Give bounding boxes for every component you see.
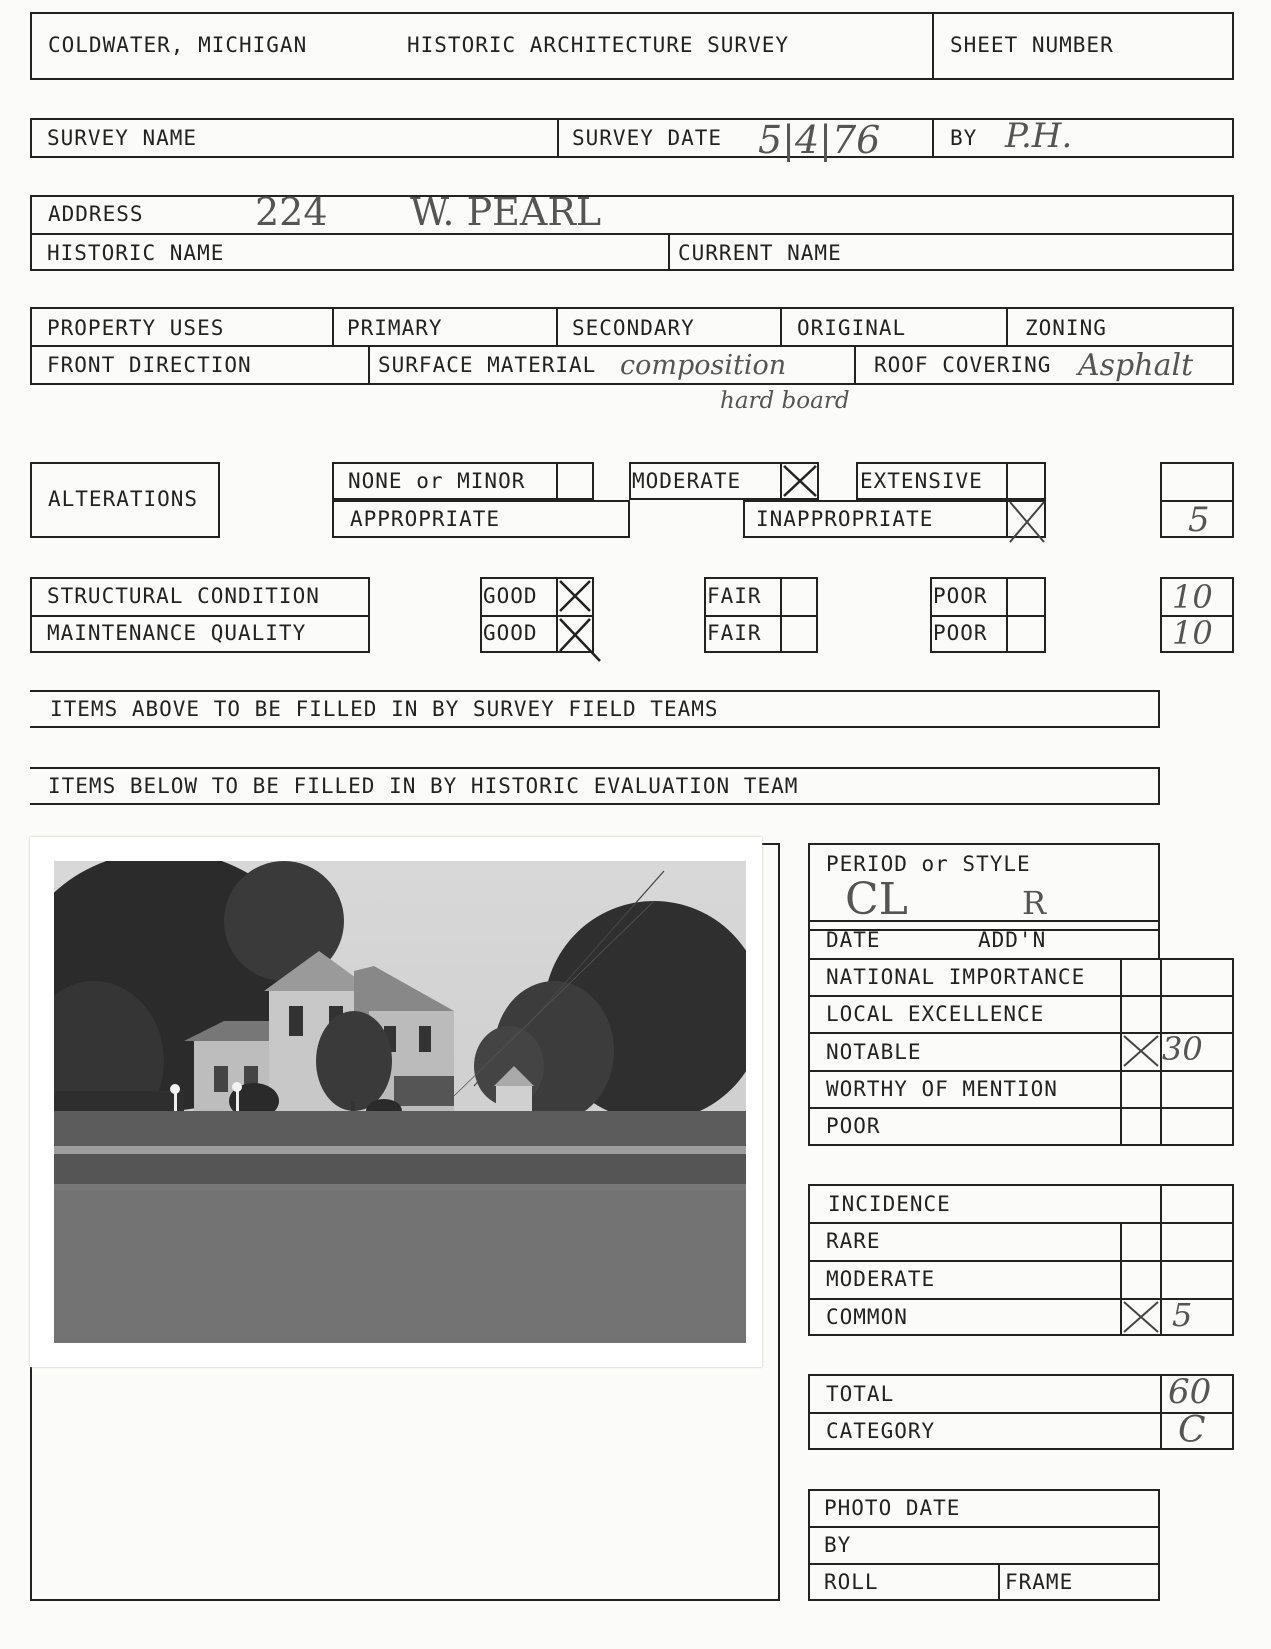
city-label: COLDWATER, MICHIGAN: [48, 33, 308, 57]
poor-div-v: [1006, 577, 1008, 653]
maintenance-label: MAINTENANCE QUALITY: [47, 621, 307, 645]
photo-image: [54, 861, 746, 1343]
rare-label: RARE: [826, 1229, 881, 1253]
address-street: W. PEARL: [410, 190, 602, 234]
fair-div-h: [704, 615, 818, 617]
importance-row-3: [808, 1070, 1234, 1072]
address-label: ADDRESS: [48, 202, 144, 226]
frame-label: FRAME: [1005, 1570, 1074, 1594]
good-maintenance-label: GOOD: [483, 621, 538, 645]
fair-div-v: [780, 577, 782, 653]
common-label: COMMON: [826, 1305, 908, 1329]
photo-date-label: PHOTO DATE: [824, 1496, 961, 1520]
incidence-label: INCIDENCE: [828, 1192, 951, 1216]
period-value-2: R: [1022, 884, 1047, 922]
category-value: C: [1178, 1410, 1206, 1451]
survey-name-label: SURVEY NAME: [47, 126, 198, 150]
inappropriate-label: INAPPROPRIATE: [756, 507, 934, 531]
front-direction-label: FRONT DIRECTION: [47, 353, 252, 377]
national-importance-label: NATIONAL IMPORTANCE: [826, 965, 1086, 989]
worthy-label: WORTHY OF MENTION: [826, 1077, 1058, 1101]
header-divider: [932, 12, 934, 80]
category-label: CATEGORY: [826, 1419, 936, 1443]
current-name-label: CURRENT NAME: [678, 241, 842, 265]
inappropriate-x-mark: [1008, 500, 1046, 544]
front-div-2: [854, 345, 856, 385]
total-value: 60: [1168, 1372, 1212, 1412]
total-label: TOTAL: [826, 1382, 895, 1406]
moderate-label: MODERATE: [632, 469, 742, 493]
common-score: 5: [1172, 1296, 1193, 1334]
alterations-score: 5: [1188, 500, 1210, 540]
period-value: CL: [845, 874, 908, 925]
property-uses-label: PROPERTY USES: [47, 316, 225, 340]
incidence-row-3: [808, 1298, 1234, 1300]
fair-maintenance-label: FAIR: [707, 621, 762, 645]
prop-div-1: [332, 307, 334, 347]
good-maintenance-x: [558, 617, 602, 663]
incidence-row-1: [808, 1222, 1234, 1224]
note-above: ITEMS ABOVE TO BE FILLED IN BY SURVEY FIELD TEAMS: [50, 697, 719, 721]
roll-frame-div: [998, 1563, 1000, 1601]
address-divider: [30, 233, 1234, 235]
totals-col-div: [1160, 1374, 1162, 1450]
importance-row-4: [808, 1107, 1234, 1109]
local-excellence-label: LOCAL EXCELLENCE: [826, 1002, 1045, 1026]
notable-score: 30: [1162, 1030, 1203, 1068]
date-label: DATE: [826, 928, 881, 952]
appropriate-label: APPROPRIATE: [350, 507, 501, 531]
survey-divider-1: [557, 118, 559, 158]
period-label: PERIOD or STYLE: [826, 852, 1031, 876]
addn-label: ADD'N: [978, 928, 1047, 952]
structural-score: 10: [1172, 578, 1213, 616]
primary-label: PRIMARY: [347, 316, 443, 340]
address-number: 224: [255, 190, 328, 234]
roll-label: ROLL: [824, 1570, 879, 1594]
extensive-label: EXTENSIVE: [860, 469, 983, 493]
extensive-check-div: [1006, 462, 1008, 500]
roof-covering-label: ROOF COVERING: [874, 353, 1052, 377]
secondary-label: SECONDARY: [572, 316, 695, 340]
good-structural-label: GOOD: [483, 584, 538, 608]
none-minor-label: NONE or MINOR: [348, 469, 526, 493]
importance-row-1: [808, 995, 1234, 997]
incidence-moderate-label: MODERATE: [826, 1267, 936, 1291]
none-minor-check-div: [556, 462, 558, 500]
prop-div-3: [780, 307, 782, 347]
structural-label: STRUCTURAL CONDITION: [47, 584, 320, 608]
surface-material-label: SURFACE MATERIAL: [378, 353, 597, 377]
historic-name-label: HISTORIC NAME: [47, 241, 225, 265]
prop-div-4: [1006, 307, 1008, 347]
sheet-number-label: SHEET NUMBER: [950, 33, 1114, 57]
prop-div-2: [556, 307, 558, 347]
by-label: BY: [950, 126, 978, 150]
surface-material-note: hard board: [720, 388, 850, 414]
name-divider: [668, 233, 670, 271]
notable-x-mark: [1122, 1034, 1160, 1068]
maintenance-score: 10: [1172, 614, 1213, 652]
front-div-1: [368, 345, 370, 385]
photo-info-row-1: [808, 1526, 1160, 1528]
notable-label: NOTABLE: [826, 1040, 922, 1064]
roof-covering-value: Asphalt: [1078, 348, 1194, 383]
survey-divider-2: [932, 118, 934, 158]
structural-div: [30, 615, 370, 617]
totals-row-div: [808, 1412, 1234, 1414]
fair-structural-label: FAIR: [707, 584, 762, 608]
poor-maintenance-label: POOR: [933, 621, 988, 645]
zoning-label: ZONING: [1025, 316, 1107, 340]
alterations-label: ALTERATIONS: [48, 487, 199, 511]
survey-title: HISTORIC ARCHITECTURE SURVEY: [407, 33, 790, 57]
poor-structural-label: POOR: [933, 584, 988, 608]
survey-date-label: SURVEY DATE: [572, 126, 723, 150]
good-structural-x: [558, 579, 592, 613]
survey-date-value: 5|4|76: [758, 118, 881, 162]
by-value: P.H.: [1005, 116, 1073, 156]
eval-poor-label: POOR: [826, 1114, 881, 1138]
original-label: ORIGINAL: [797, 316, 907, 340]
house-photograph: [30, 837, 762, 1367]
photo-by-label: BY: [824, 1533, 852, 1557]
incidence-row-2: [808, 1260, 1234, 1262]
common-x-mark: [1122, 1300, 1160, 1334]
photo-info-row-2: [808, 1563, 1160, 1565]
note-below: ITEMS BELOW TO BE FILLED IN BY HISTORIC EVALUATION TEAM: [48, 774, 799, 798]
poor-div-h: [930, 615, 1046, 617]
moderate-x-mark: [782, 464, 818, 498]
surface-material-value: composition: [620, 350, 787, 381]
